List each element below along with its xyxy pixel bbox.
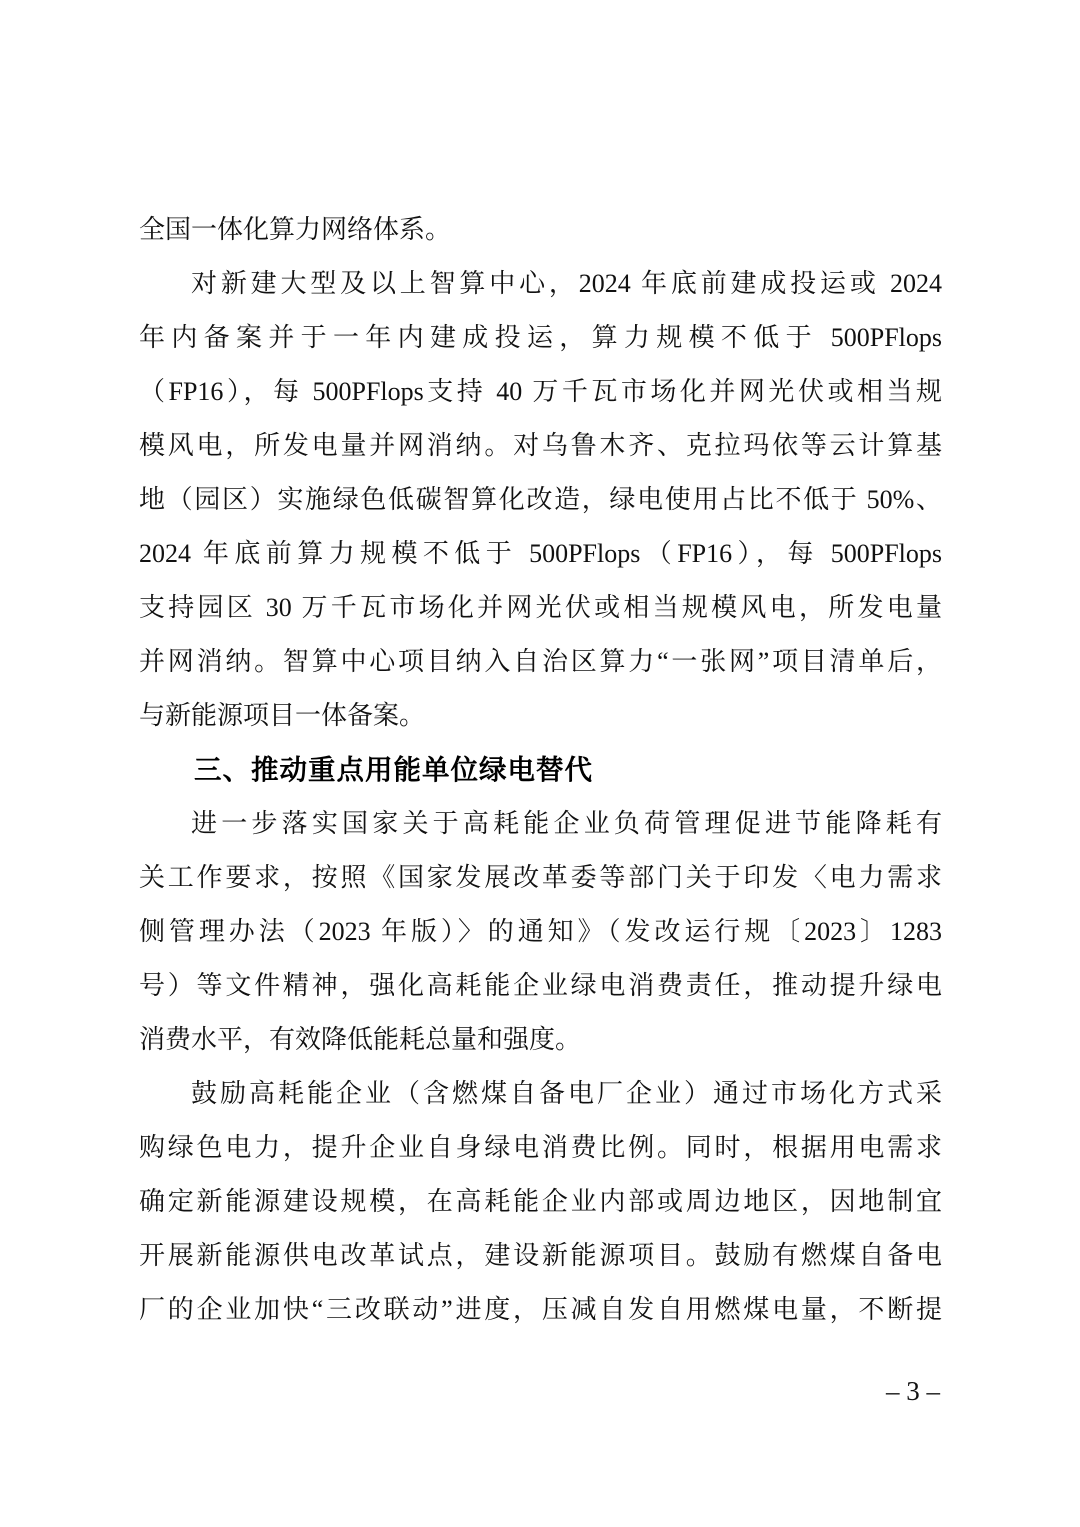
- document-body: [139, 203, 942, 1337]
- text-line: 全国一体化算力网络体系。: [139, 215, 452, 244]
- text-line: 并网消纳。智算中心项目纳入自治区算力“一张网”项目清单后，: [139, 647, 942, 676]
- text-line: 购绿色电力，提升企业自身绿电消费比例。同时，根据用电需求: [139, 1133, 942, 1162]
- text-line: 2024 年底前算力规模不低于 500PFlops（FP16），每 500PFlops: [139, 539, 942, 568]
- text-line: 号）等文件精神，强化高耗能企业绿电消费责任，推动提升绿电: [139, 971, 942, 1000]
- text-line: 鼓励高耗能企业（含燃煤自备电厂企业）通过市场化方式采: [191, 1079, 942, 1108]
- text-line: 侧管理办法（2023 年版）〉的通知》（发改运行规〔2023〕1283: [139, 917, 942, 946]
- text-line: 年内备案并于一年内建成投运，算力规模不低于 500PFlops: [139, 323, 942, 352]
- text-line: 模风电，所发电量并网消纳。对乌鲁木齐、克拉玛依等云计算基: [139, 431, 942, 460]
- text-line: 确定新能源建设规模，在高耗能企业内部或周边地区，因地制宜: [139, 1187, 942, 1216]
- text-line: （FP16），每 500PFlops支持 40 万千瓦市场化并网光伏或相当规: [139, 377, 942, 406]
- text-line: 开展新能源供电改革试点，建设新能源项目。鼓励有燃煤自备电: [139, 1241, 942, 1270]
- text-line: 支持园区 30 万千瓦市场化并网光伏或相当规模风电，所发电量: [139, 593, 942, 622]
- text-line: 消费水平，有效降低能耗总量和强度。: [139, 1025, 582, 1054]
- text-line: 对新建大型及以上智算中心，2024 年底前建成投运或 2024: [191, 269, 942, 298]
- section-heading: 三、推动重点用能单位绿电替代: [194, 754, 593, 785]
- text-line: 与新能源项目一体备案。: [139, 701, 426, 730]
- text-line: 关工作要求，按照《国家发展改革委等部门关于印发〈电力需求: [139, 863, 942, 892]
- text-line: 地（园区）实施绿色低碳智算化改造，绿电使用占比不低于 50%、: [139, 485, 942, 514]
- text-line: 厂的企业加快“三改联动”进度，压减自发自用燃煤电量，不断提: [139, 1295, 942, 1324]
- text-line: 进一步落实国家关于高耗能企业负荷管理促进节能降耗有: [191, 809, 942, 838]
- page-number: – 3 –: [886, 1376, 940, 1406]
